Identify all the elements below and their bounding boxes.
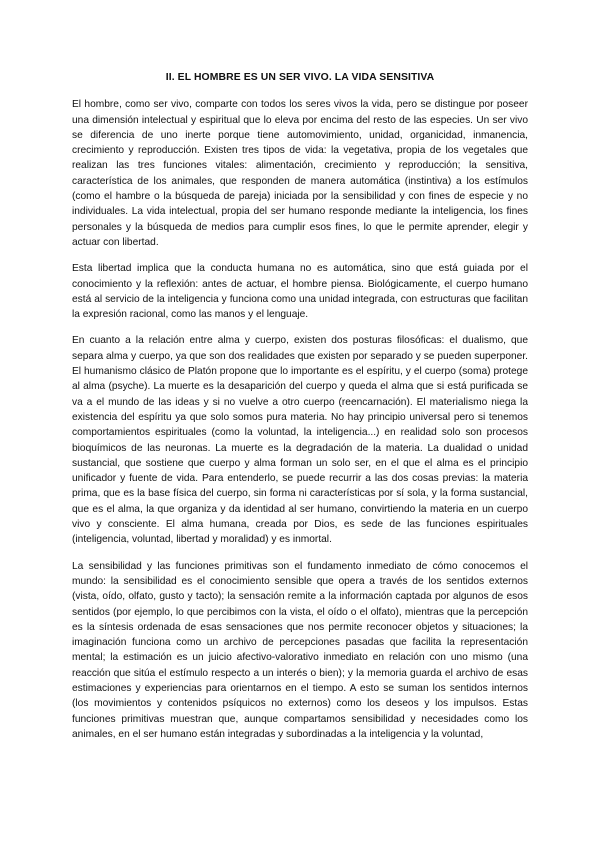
- section-title: II. EL HOMBRE ES UN SER VIVO. LA VIDA SENSITIVA: [165, 72, 435, 83]
- paragraph-libertad: Esta libertad implica que la conducta humana no es automática, sino que está guiada por el conocimiento y la reflexión: antes de actuar, el hombre piensa. Biológicamente, el cuerpo humano está al servicio de la inteligencia y funciona como una unidad integrada, con estructuras que facilitan la expresión racional, como las manos y el lenguaje.: [72, 263, 528, 321]
- document-page: [72, 70, 528, 753]
- paragraph-alma-cuerpo: En cuanto a la relación entre alma y cuerpo, existen dos posturas filosóficas: el dualismo, que separa alma y cuerpo, ya que son dos realidades que existen por separado y se pueden superponer. El humanismo clásico de Platón propone que lo importante es el espíritu, y el cuerpo (soma) protege al alma (psyche). La muerte es la desaparición del cuerpo y queda el alma que si está purificada se va a el mundo de las ideas y si no vuelve a otro cuerpo (reencarnación). El materialismo niega la existencia del espíritu ya que solo somos pura materia. No hay principio universal pero si tenemos comportamientos espirituales (como la voluntad, la inteligencia...) en realidad solo son procesos bioquímicos de las neuronas. La muerte es la degradación de la materia. La dualidad o unidad sustancial, que sostiene que cuerpo y alma forman un solo ser, en el que el alma es el principio unificador y fuente de vida. Para entenderlo, se puede recurrir a las dos cosas previas: la materia prima, que es la base física del cuerpo, sin forma ni características por sí sola, y la forma sustancial, que es el alma, la que organiza y da identidad al ser humano, convirtiendo la materia en un cuerpo vivo y consciente. El alma humana, creada por Dios, es sede de las funciones espirituales (inteligencia, voluntad, libertad y moralidad) y es inmortal.: [72, 335, 528, 546]
- paragraph-vida: El hombre, como ser vivo, comparte con todos los seres vivos la vida, pero se distingue por poseer una dimensión intelectual y espiritual que lo eleva por encima del resto de las especies. Un ser vivo se diferencia de uno inerte porque tiene automovimiento, unidad, organicidad, inmanencia, crecimiento y reproducción. Existen tres tipos de vida: la vegetativa, propia de los vegetales que realizan las tres funciones vitales: alimentación, crecimiento y reproducción; la sensitiva, característica de los animales, que responden de manera automática (instintiva) a los estímulos (como el hambre o la búsqueda de pareja) iniciada por la sensibilidad y con fines de especie y no individuales. La vida intelectual, propia del ser humano responde mediante la inteligencia, los fines personales y la búsqueda de medios para cumplir esos fines, lo que le permite aprender, elegir y actuar con libertad.: [72, 99, 528, 248]
- paragraph-sensibilidad: La sensibilidad y las funciones primitivas son el fundamento inmediato de cómo conocemos el mundo: la sensibilidad es el conocimiento sensible que opera a través de los sentidos externos (vista, oído, olfato, gusto y tacto); la sensación remite a la información captada por algunos de esos sentidos (por ejemplo, lo que percibimos con la vista, el oído o el olfato), mientras que la percepción es la síntesis ordenada de esas sensaciones que nos permite reconocer objetos y situaciones; la imaginación funciona como un archivo de percepciones pasadas que facilita la representación mental; la estimación es un juicio afectivo-valorativo inmediato en relación con uno mismo (una reacción que sitúa el estímulo respecto a un interés o bien); y la memoria guarda el archivo de esas estimaciones y experiencias para orientarnos en el tiempo. A esto se suman los sentidos internos (los movimientos y contenidos psíquicos no externos) como los deseos y los impulsos. Estas funciones primitivas muestran que, aunque compartamos sensibilidad y necesidades como los animales, en el ser humano están integradas y subordinadas a la inteligencia y la voluntad,: [72, 560, 528, 740]
